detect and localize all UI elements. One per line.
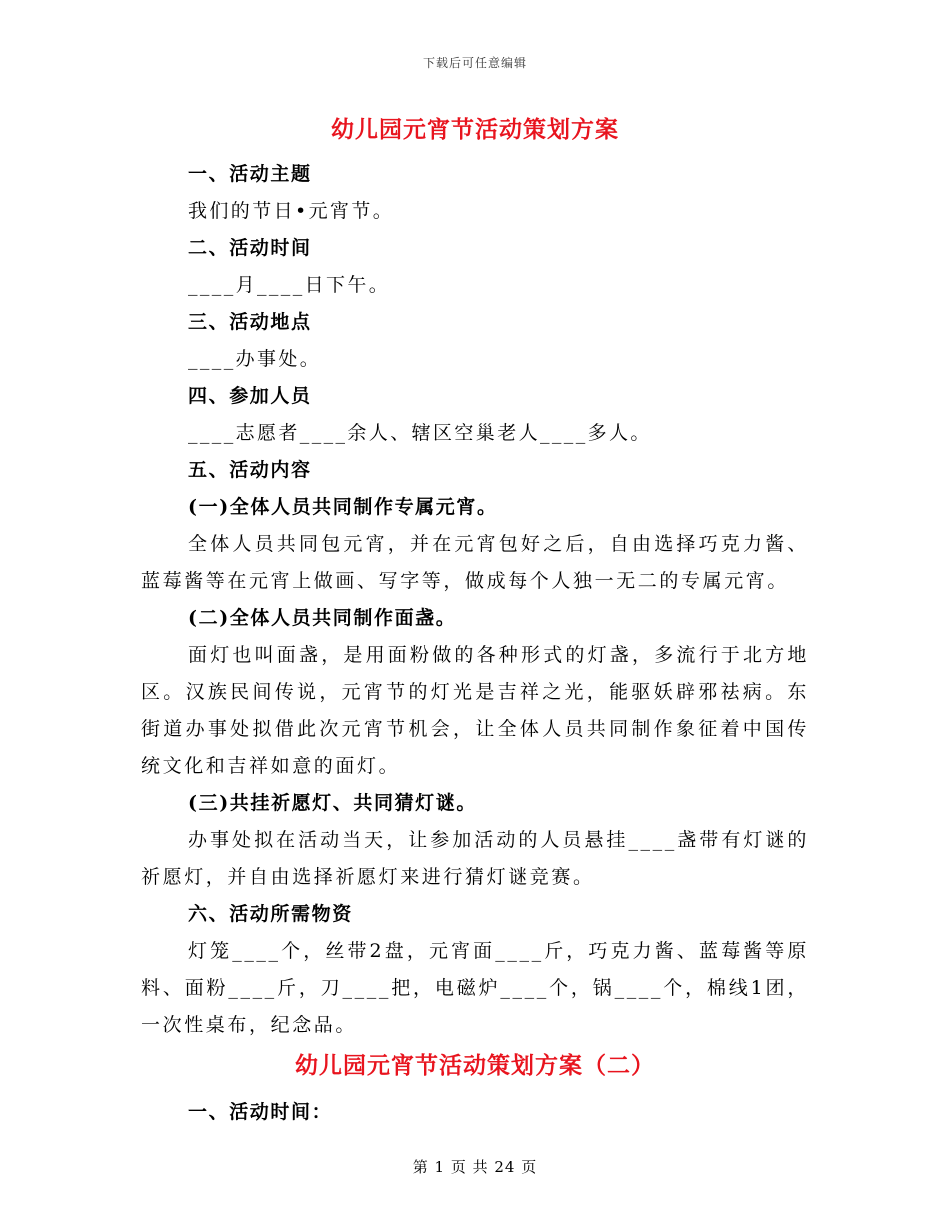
- section-text-theme: 我们的节日•元宵节。: [188, 200, 395, 222]
- section-heading-time: 二、活动时间: [188, 237, 312, 259]
- content-subheading-1: (一)全体人员共同制作专属元宵。: [188, 496, 498, 518]
- materials-paragraph: 灯笼____个，丝带2盘，元宵面____斤，巧克力酱、蓝莓酱等原料、面粉____斤，刀____把，电磁炉____个，锅____个，棉线1团，一次性桌布，纪念品。: [141, 940, 809, 1036]
- content-paragraph-3: 办事处拟在活动当天，让参加活动的人员悬挂____盏带有灯谜的祈愿灯，并自由选择祈愿灯来进行猜灯谜竞赛。: [141, 829, 809, 888]
- document-title: 幼儿园元宵节活动策划方案: [331, 116, 619, 143]
- section-heading-location: 三、活动地点: [188, 311, 312, 333]
- section-heading-theme: 一、活动主题: [188, 163, 312, 185]
- document-title-2: 幼儿园元宵节活动策划方案（二）: [295, 1052, 655, 1079]
- content-paragraph-1: 全体人员共同包元宵，并在元宵包好之后，自由选择巧克力酱、蓝莓酱等在元宵上做画、写字等，做成每个人独一无二的专属元宵。: [141, 533, 809, 592]
- section-heading-materials: 六、活动所需物资: [188, 903, 353, 925]
- header-note: 下载后可任意编辑: [422, 56, 527, 70]
- content-subheading-2: (二)全体人员共同制作面盏。: [188, 607, 457, 629]
- page-footer: 第 1 页 共 24 页: [412, 1158, 538, 1176]
- content-subheading-3: (三)共挂祈愿灯、共同猜灯谜。: [188, 792, 477, 814]
- section-text-time: ____月____日下午。: [188, 274, 391, 296]
- section-heading-participants: 四、参加人员: [188, 385, 312, 407]
- section-text-location: ____办事处。: [188, 348, 322, 370]
- document-page: [141, 108, 809, 1131]
- next-section-heading: 一、活动时间：: [188, 1101, 333, 1123]
- section-text-participants: ____志愿者____余人、辖区空巢老人____多人。: [188, 422, 652, 444]
- section-heading-content: 五、活动内容: [188, 459, 312, 481]
- content-paragraph-2: 面灯也叫面盏，是用面粉做的各种形式的灯盏，多流行于北方地区。汉族民间传说，元宵节的灯光是吉祥之光，能驱妖辟邪祛病。东街道办事处拟借此次元宵节机会，让全体人员共同制作象征着中国传统文化和吉祥如意的面灯。: [141, 644, 809, 777]
